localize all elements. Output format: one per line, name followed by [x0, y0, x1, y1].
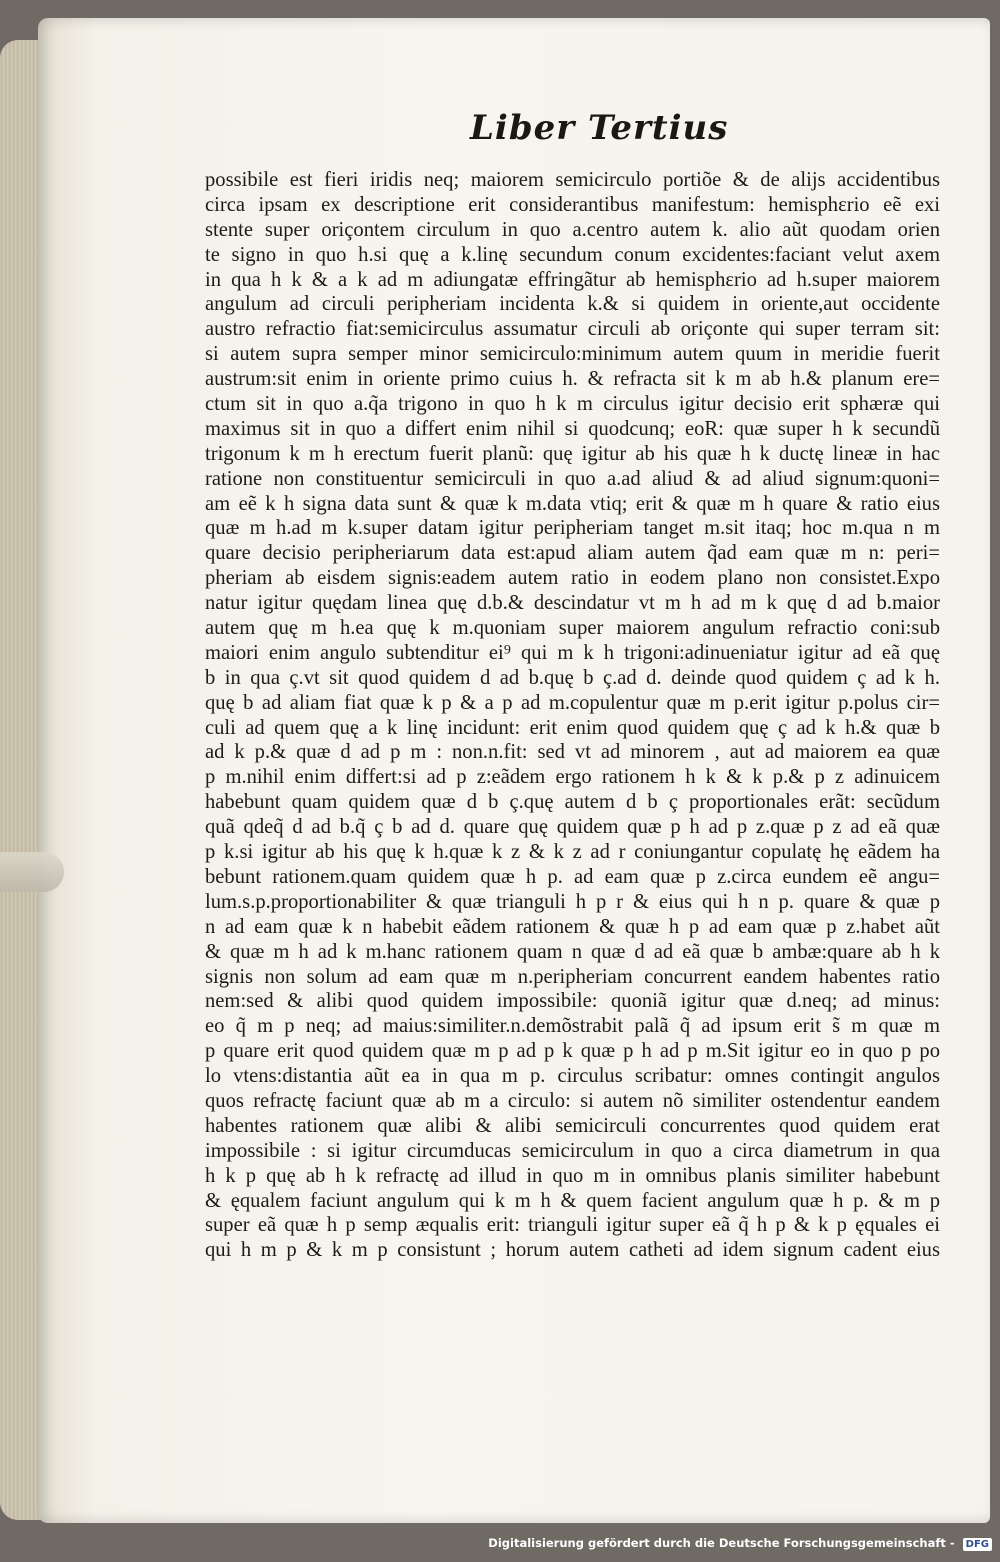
text-line: am eẽ k h signa data sunt & quæ k m.data vtiq; erit & quæ m h quare & ratio eius: [205, 492, 940, 515]
credit-text: Digitalisierung gefördert durch die Deutsche Forschungsgemeinschaft -: [488, 1536, 955, 1550]
text-line: te signo in quo h.si quę a k.linę secundum conum excidentes:faciant velut axem: [205, 243, 940, 266]
text-line: lum.s.p.proportionabiliter & quæ trianguli h p r & eius qui h n p. quare & quæ p: [205, 890, 940, 913]
text-line: & ęqualem faciunt angulum qui k m h & quem facient angulum quæ h p. & m p: [205, 1189, 940, 1212]
text-line: habebunt quam quidem quæ d b ç.quę autem d b ç proportionales erãt: secũdum: [205, 791, 940, 814]
text-line: b in qua ç.vt sit quod quidem d ad b.quę b ç.ad d. deinde quod quidem ç ad k h.: [205, 666, 940, 689]
text-line: nem:sed & alibi quod quidem impossibile: quoniã igitur quæ d.neq; ad minus:: [205, 990, 940, 1013]
text-line: super eã quæ h p semp æqualis erit: trianguli igitur super eã q̃ h p & k p ęquales ei: [205, 1214, 940, 1237]
text-line: lo vtens:distantia aũt ea in qua m p. circulus scribatur: omnes contingit angulos: [205, 1065, 940, 1088]
text-line: pheriam ab eisdem signis:eadem autem ratio in eodem plano non consistet.Expo: [205, 567, 940, 590]
text-line: austrum:sit enim in oriente primo cuius h. & refracta sit k m ab h.& planum ere=: [205, 368, 940, 391]
dfg-logo: DFG: [963, 1538, 992, 1551]
text-line: maiori enim angulo subtenditur ei⁹ qui m k h trigoni:adinueniatur igitur ad eã quę: [205, 641, 940, 664]
text-line: austro refractio fiat:semicirculus assumatur circuli ab oriçonte qui super terram sit:: [205, 318, 940, 341]
text-line: autem quę m h.ea quę k m.quoniam super maiorem angulum refractio coni:sub: [205, 617, 940, 640]
text-line: si autem supra semper minor semicirculo:minimum autem quum in meridie fuerit: [205, 343, 940, 366]
text-line: maximus sit in quo a differt enim nihil si quodcunq; eoR: quæ super h k secundũ: [205, 417, 940, 440]
text-line: p m.nihil enim differt:si ad p z:eãdem ergo rationem h k & k p.& p z adinuicem: [205, 766, 940, 789]
text-line: eo q̃ m p neq; ad maius:similiter.n.demõstrabit palã q̃ ad ipsum erit s̃ m quæ m: [205, 1015, 940, 1038]
text-line: in qua h k & a k ad m adiungatæ effringãtur ab hemisphεrio ad h.super maiorem: [205, 268, 940, 291]
page-header-title: Liber Tertius: [470, 108, 729, 148]
text-line: p k.si igitur ab his quę k h.quæ k z & k z ad r coniungantur copulatę hę eãdem ha: [205, 841, 940, 864]
text-line: quę b ad aliam fiat quæ k p & a p ad m.copulentur quæ m p.erit igitur p.polus cir=: [205, 691, 940, 714]
text-line: bebunt rationem.quam quidem quæ h p. ad eam quæ p z.circa eundem eẽ angu=: [205, 865, 940, 888]
text-line: qui h m p & k m p consistunt ; horum autem catheti ad idem signum cadent eius: [205, 1239, 940, 1262]
text-line: p quare erit quod quidem quæ m p ad p k quæ p h ad p m.Sit igitur eo in quo p po: [205, 1040, 940, 1063]
text-line: n ad eam quæ k n habebit eãdem rationem & quæ h p ad eam quæ p z.habet aũt: [205, 915, 940, 938]
text-line: ad k p.& quæ d ad p m : non.n.fit: sed vt ad minorem , aut ad maiorem ea quæ: [205, 741, 940, 764]
text-line: natur igitur quędam linea quę d.b.& descindatur vt m h ad m k quę d ad b.maior: [205, 592, 940, 615]
text-line: quos refractę faciunt quæ ab m a circulo: si autem nõ similiter ostendentur eandem: [205, 1089, 940, 1112]
text-line: ctum sit in quo a.q̃a trigono in quo h k m circulus igitur decisio erit sphæræ qui: [205, 393, 940, 416]
text-line: quare decisio peripheriarum data est:apud aliam autem q̃ad eam quæ m n: peri=: [205, 542, 940, 565]
text-line: quã qdeq̃ d ad b.q̃ ç b ad d. quare quę quidem quæ p h ad p z.quæ p z ad eã quæ: [205, 816, 940, 839]
text-line: ratione non constituentur semicirculi in quo a.ad aliud & ad aliud signum:quoni=: [205, 467, 940, 490]
text-line: stente super oriçontem circulum in quo a.centro autem k. alio aũt quodam orien: [205, 218, 940, 241]
text-line: possibile est fieri iridis neq; maiorem semicirculo portiõe & de alijs accidentibus: [205, 169, 940, 191]
text-line: impossibile : si igitur circumducas semicirculum in quo a circa diametrum in qua: [205, 1139, 940, 1162]
page-clip-marker: [0, 852, 64, 892]
text-line: h k p quę ab h k refractę ad illud in quo m in omnibus planis similiter habebunt: [205, 1164, 940, 1187]
page-text-body: [205, 168, 940, 1318]
digitization-credit: [488, 1536, 992, 1558]
text-line: angulum ad circuli peripheriam incidenta k.& si quidem in oriente,aut occidente: [205, 293, 940, 316]
text-line: signis non solum ad eam quæ m n.peripheriam concurrent eandem habentes ratio: [205, 965, 940, 988]
text-line: & quæ m h ad k m.hanc rationem quam n quæ d ad eã quæ b ambæ:quare ab h k: [205, 940, 940, 963]
text-line: circa ipsam ex descriptione erit considerantibus manifestum: hemisphεrio eẽ exi: [205, 193, 940, 216]
text-line: trigonum k m h erectum fuerit planũ: quę igitur ab his quæ h k ductę lineæ in hac: [205, 442, 940, 465]
text-line: quæ m h.ad m k.super datam igitur peripheriam tanget m.sit itaq; hoc m.qua n m: [205, 517, 940, 540]
text-line: habentes rationem quæ alibi & alibi semicirculi concurrentes quod quidem erat: [205, 1114, 940, 1137]
text-line: culi ad quem quę a k linę incidunt: erit enim quod quidem quę ç ad k h.& quæ b: [205, 716, 940, 739]
